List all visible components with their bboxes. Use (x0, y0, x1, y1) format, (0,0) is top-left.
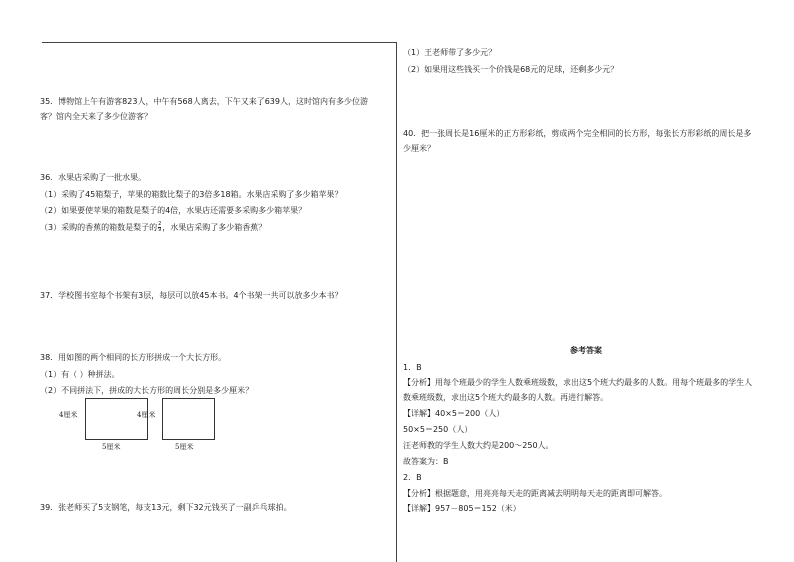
answer-1-result: 汪老师教的学生人数大约是200～250人。 (403, 441, 554, 450)
fig1-width-label: 5厘米 (102, 443, 121, 451)
q36-sub2: （2）如果要使苹果的箱数是梨子的4倍，水果店还需要多采购多少箱苹果？ (40, 206, 307, 215)
q36-sub1: （1）采购了45箱梨子，苹果的箱数比梨子的3倍多18箱。水果店采购了多少箱苹果？ (40, 190, 343, 199)
fraction-denominator: 9 (158, 227, 162, 233)
fig2-height-label: 4厘米 (137, 411, 156, 419)
fraction-numerator: 2 (158, 221, 162, 227)
answer-1-analysis-1: 【分析】用每个班最少的学生人数乘班级数，求出这5个班大约最多的人数。用每个班最多的学生人 (403, 378, 753, 387)
q35-line1: 35．博物馆上午有游客823人，中午有568人离去，下午又来了639人，这时馆内有多少位游 (40, 97, 368, 106)
answer-2-analysis: 【分析】根据题意，用亮亮每天走的距离减去明明每天走的距离即可解答。 (403, 489, 667, 498)
answer-1-calc-2: 50×5＝250（人） (403, 425, 473, 434)
q39-sub2: （2）如果用这些钱买一个价钱是68元的足球，还剩多少元？ (403, 65, 619, 74)
answer-1-number: 1．B (403, 363, 422, 372)
answer-2-detail: 【详解】957－805＝152（米） (403, 504, 521, 513)
q36-sub3 (40, 222, 266, 233)
answer-2-number: 2．B (403, 473, 422, 482)
fig2-width-label: 5厘米 (175, 443, 194, 451)
q38-title: 38．用如图的两个相同的长方形拼成一个大长方形。 (40, 353, 227, 362)
q40-line2: 少厘米？ (403, 144, 435, 153)
answers-heading: 参考答案 (570, 346, 602, 355)
answer-1-final: 故答案为：B (403, 457, 449, 466)
q38-sub1: （1）有（ ）种拼法。 (40, 370, 120, 379)
q40-line1: 40．把一张周长是16厘米的正方形彩纸，剪成两个完全相同的长方形，每张长方形彩纸的周长是多 (403, 129, 752, 138)
rectangle-figure-2 (162, 398, 215, 440)
column-divider (396, 42, 397, 562)
q38-sub2: （2）不同拼法下，拼成的大长方形的周长分别是多少厘米？ (40, 386, 254, 395)
q36-sub3-post: ，水果店采购了多少箱香蕉？ (162, 223, 267, 232)
answer-1-detail: 【详解】40×5＝200（人） (403, 409, 505, 418)
q36-title: 36．水果店采购了一批水果。 (40, 173, 147, 182)
q37-text: 37．学校图书室每个书架有3层，每层可以放45本书。4个书架一共可以放多少本书？ (40, 291, 343, 300)
fig1-height-label: 4厘米 (59, 411, 78, 419)
q35-line2: 客？馆内全天来了多少位游客？ (40, 112, 152, 121)
top-rule (42, 42, 396, 43)
q36-sub3-pre: （3）采购的香蕉的箱数是梨子的 (40, 223, 158, 232)
q39-text: 39．张老师买了5支钢笔，每支13元，剩下32元钱买了一副乒乓球拍。 (40, 503, 292, 512)
answer-1-analysis-2: 数乘班级数，求出这5个班大约最多的人数。再进行解答。 (403, 393, 609, 402)
q39-sub1: （1）王老师带了多少元？ (403, 48, 497, 57)
fraction (158, 222, 161, 233)
